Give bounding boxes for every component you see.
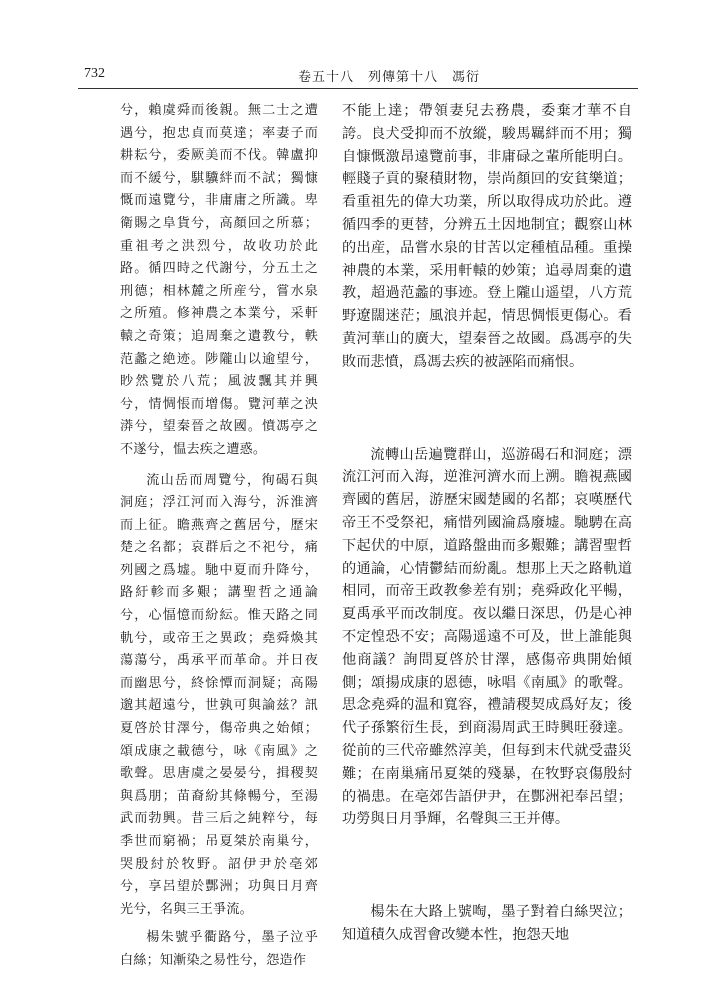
page-header bbox=[0, 60, 716, 90]
translation-paragraph: 楊朱在大路上號啕，墨子對着白絲哭泣；知道積久成習會改變本性，抱怨天地 bbox=[342, 904, 632, 943]
header-rule bbox=[78, 88, 638, 89]
translation-column bbox=[342, 100, 632, 947]
classical-text-column bbox=[120, 100, 318, 973]
translation-paragraph: 流轉山岳遍覽群山，巡游碣石和洞庭；漂流江河而入海，逆淮河濟水而上溯。瞻視燕國齊國的舊居，游歷宋國楚國的名都；哀嘆歷代帝王不受祭祀，痛惜列國淪爲廢墟。馳騁在高下起伏的中原，道路盤曲而多艱難；講習聖哲的通論，心情鬱結而紛亂。想那上天之路軌道相同，而帝王政教參差有别；堯舜政化平暢，夏禹承平而改制度。夜以繼日深思，仍是心神不定惶恐不安；高陽遥遠不可及，世上誰能與他商議？詢問夏啓於甘澤，感傷帝典開始傾側；頌揚成康的恩德，咏唱《南風》的歌聲。思念堯舜的温和寬容，禮請稷契成爲好友；後代子孫繁衍生長，到商湯周武王時興旺發達。從前的三代帝雖然淳美，但每到末代就受盡災難；在南巢痛吊夏桀的殘暴，在牧野哀傷殷紂的禍患。在亳郊告語伊尹，在酆洲祀奉呂望；功勞與日月爭輝，名聲與三王并傳。 bbox=[342, 446, 632, 828]
classical-paragraph: 楊朱號乎衢路兮，墨子泣乎白絲；知漸染之易性兮，怨造作 bbox=[120, 930, 318, 968]
running-head: 卷五十八 列傳第十八 馮衍 bbox=[298, 70, 481, 85]
page-number: 732 bbox=[84, 66, 105, 81]
classical-paragraph: 兮，賴虞舜而後親。無二士之遭遇兮，抱忠貞而莫達；率妻子而耕耘兮，委厥美而不伐。韓盧抑而不緩兮，騏驥絆而不試；獨慷慨而遠覽兮，非庸庸之所識。卑衛賜之阜貨兮，高顏回之所慕；重祖考之洪烈兮，故收功於此路。循四時之代謝兮，分五土之刑德；相林麓之所産兮，嘗水泉之所殖。修神農之本業兮，采軒轅之奇策；追周棄之遺教兮，軼范蠡之絶迹。陟隴山以逾望兮，眇然覽於八荒；風波飄其并興兮，情惆悵而增傷。覽河華之泱漭兮，望秦晉之故國。憤馮亭之不遂兮，愠去疾之遭惑。 bbox=[120, 103, 318, 457]
translation-paragraph: 不能上達；帶領妻兒去務農，委棄才華不自誇。良犬受抑而不放縱，駿馬羈絆而不用；獨自慷慨激昂遠覽前事，非庸碌之輩所能明白。輕賤子貢的聚積財物，崇尚顏回的安貧樂道；看重祖先的偉大功業，所以取得成功於此。遵循四季的更替，分辨五土因地制宜；觀察山林的出産，品嘗水泉的甘苦以定種植品種。重操神農的本業，采用軒轅的妙策；追尋周棄的遺教，超過范蠡的事迹。登上隴山遥望，八方荒野遼闊迷茫；風浪并起，情思惆悵更傷心。看黄河華山的廣大，望秦晉之故國。爲馮亭的失敗而悲憤，爲馮去疾的被誣陷而痛恨。 bbox=[342, 103, 632, 370]
classical-paragraph: 流山岳而周覽兮，徇碣石與洞庭；浮江河而入海兮，泝淮濟而上征。瞻燕齊之舊居兮，歷宋楚之名都；哀群后之不祀兮，痛列國之爲墟。馳中夏而升降兮，路紆軫而多艱；講聖哲之通論兮，心愊憶而紛紜。惟天路之同軌兮，或帝王之異政；堯舜煥其蕩蕩兮，禹承平而革命。并日夜而幽思兮，終悇憛而洞疑；高陽邈其超遠兮，世孰可與論兹？訊夏啓於甘澤兮，傷帝典之始傾；頌成康之載德兮，咏《南風》之歌聲。思唐虞之晏晏兮，揖稷契與爲朋；苗裔紛其條暢兮，至湯武而勃興。昔三后之純粹兮，每季世而窮禍；吊夏桀於南巢兮，哭殷紂於牧野。詔伊尹於亳郊兮，享呂望於酆洲；功與日月齊光兮，名與三王爭流。 bbox=[120, 472, 318, 917]
